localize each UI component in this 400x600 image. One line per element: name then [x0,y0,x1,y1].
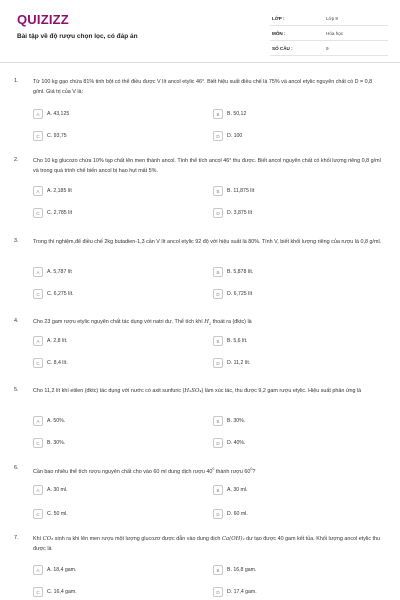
meta-value: 9 [326,45,329,51]
option-text: C. 16,4 gam. [47,589,77,595]
option-a[interactable] [33,266,213,278]
option-c[interactable] [33,508,213,520]
option-text: B. 11,875 lít [227,188,255,194]
option-letter-box: C [33,289,43,299]
question-number: 2. [14,157,19,163]
degree-superscript: 0 [212,467,215,471]
option-letter-box: D [213,438,223,448]
option-letter-box: D [213,289,223,299]
option-text: A. 18,4 gam. [47,567,77,573]
option-text: B. 16,8 gam. [227,567,257,573]
option-text: A. 30 ml. [47,487,68,493]
option-text: A. 30 ml. [227,487,248,493]
option-text: D. 100 [227,133,243,139]
option-c[interactable] [33,130,213,142]
option-text: C. 2,785 lít [47,210,73,216]
option-letter-box: C [33,358,43,368]
formula-h2so4: H₂SO₄ [184,388,202,394]
option-text: A. 2,8 lít. [47,338,68,344]
option-a[interactable] [33,564,213,576]
option-text: B. 5,878 lít. [227,269,254,275]
option-text: B. 30%. [47,440,66,446]
formula-co2: CO₂ [42,536,54,542]
question-text-part: Cần bao nhiêu thể tích rượu nguyên chất cho vào 60 ml dung dịch rượu 40 [33,468,213,475]
question-number: 6. [14,465,19,471]
question-text [33,535,385,554]
option-text: A. 50%. [47,418,66,424]
option-text: D. 6,725 lít [227,291,253,297]
option-letter-box: A [33,186,43,196]
option-letter-box: D [213,509,223,519]
option-text: D. 60 ml. [227,511,248,517]
option-letter-box: B [213,186,223,196]
option-text: A. 2,185 lít [47,188,72,194]
meta-value: Hóa học [326,30,344,36]
option-d[interactable] [213,508,393,520]
question-text [33,465,385,477]
option-text: D. 3,875 lít [227,210,253,216]
option-c[interactable] [33,288,213,300]
option-a[interactable] [33,108,213,120]
option-c[interactable] [33,207,213,219]
question-number: 1. [14,78,19,84]
option-letter-box: B [213,565,223,575]
option-letter-box: B [213,267,223,277]
option-b[interactable] [213,266,393,278]
degree-superscript: 0 [250,467,253,471]
option-d[interactable] [213,207,393,219]
option-text: B. 5,6 lít. [227,338,248,344]
option-text: D. 17,4 gam. [227,589,257,595]
option-text: A. 5,787 lít [47,269,72,275]
option-letter-box: D [213,208,223,218]
option-b[interactable] [213,564,393,576]
header-divider [0,62,400,63]
meta-key: LỚP : [272,15,285,21]
option-letter-box: C [33,509,43,519]
question-text: Cho 10 kg glucozo chứa 10% tạp chất lên men thành ancol. Tính thể tích ancol 46° thu được. Biết ancol nguyên chất có khối lượng riêng 0,8 g/ml và trong quá trình chế biến ancol bị hao hụt mất 5%. [33,158,381,174]
worksheet-header [0,0,400,62]
question-text-part: thành rượu 60 [214,468,251,475]
option-letter-box: B [213,336,223,346]
option-b[interactable] [213,335,393,347]
question-number: 4. [14,318,19,324]
option-letter-box: C [33,208,43,218]
question-number: 7. [14,535,19,541]
option-d[interactable] [213,586,393,598]
option-text: D. 11,2 lít. [227,360,251,366]
formula-symbol: H [204,319,209,325]
option-d[interactable] [213,130,393,142]
option-b[interactable] [213,185,393,197]
question-text-part: Cho 23 gam rượu etylic nguyên chất tác dụng với natri dư. Thể tích khí [33,319,205,325]
option-letter-box: C [33,587,43,597]
meta-row-subject [270,26,388,41]
meta-table [270,11,388,56]
option-b[interactable] [213,484,393,496]
option-text: B. 30%. [227,418,246,424]
option-text: A. 43,125 [47,111,70,117]
question-text-part: dư tạo được 40 gam kết tủa. Khối lượng ancol etylic thu được là [33,536,381,552]
option-letter-box: D [213,587,223,597]
question-number: 5. [14,387,19,393]
question-text: Trong thí nghiệm,để điều chế 2kg butadien-1,3 cần V lít ancol etylic 92 độ với hiệu suất là 80%. Tính V, biết khối lượng riêng của rượu là 0,8 g/ml. [33,239,382,245]
option-d[interactable] [213,357,393,369]
question-text-part: Cho 11,2 lít khí etilen (đktc) tác dụng với nước có axit sunfuric ( [33,388,185,394]
question-text-part: ? [252,468,256,475]
option-a[interactable] [33,335,213,347]
question-text-part: Khí [33,536,43,542]
option-text: B. 50,12 [227,111,247,117]
option-letter-box: A [33,267,43,277]
option-text: C. 6,275 lít. [47,291,74,297]
formula-subscript: 2 [208,322,212,327]
question-number: 3. [14,238,19,244]
option-d[interactable] [213,288,393,300]
option-text: C. 50 ml. [47,511,68,517]
option-letter-box: D [213,131,223,141]
meta-key: SỐ CÂU : [272,45,293,51]
option-d[interactable] [213,437,393,449]
option-letter-box: B [213,485,223,495]
option-letter-box: A [33,485,43,495]
option-b[interactable] [213,415,393,427]
option-a[interactable] [33,484,213,496]
option-letter-box: A [33,336,43,346]
option-text: C. 8,4 lít. [47,360,68,366]
option-letter-box: A [33,565,43,575]
option-letter-box: C [33,131,43,141]
option-c[interactable] [33,437,213,449]
option-text: C. 93,75 [47,133,67,139]
question-text-part: thoát ra (đktc) là [211,319,252,325]
option-letter-box: B [213,416,223,426]
quizizz-logo[interactable]: QUIZIZZ [17,12,69,27]
option-c[interactable] [33,357,213,369]
question-text [33,318,385,330]
option-letter-box: B [213,109,223,119]
option-letter-box: C [33,438,43,448]
meta-key: MÔN : [272,30,286,36]
formula-caoh2: Ca(OH)₂ [221,536,245,542]
option-text: D. 40%. [227,440,246,446]
option-c[interactable] [33,586,213,598]
question-text-part: sinh ra khi lên men rượu một lượng glucozơ được dẫn vào dung dịch [53,536,222,542]
option-b[interactable] [213,108,393,120]
option-letter-box: D [213,358,223,368]
question-text [33,387,385,397]
question-text-part: ) làm xúc tác, thu được 9,2 gam rượu etylic. Hiệu suất phản ứng là [201,388,362,394]
option-a[interactable] [33,185,213,197]
meta-row-count [270,41,388,56]
page-title: Bài tập về độ rượu chọn lọc, có đáp án [17,33,138,40]
question-text: Từ 100 kg gạo chứa 81% tinh bột có thể điều được V lít ancol etylic 46°. Biết hiệu suất điều chế là 75% và ancol etylic nguyên chất có D = 0,8 g/ml. Giá trị của V là: [33,79,373,95]
option-letter-box: A [33,109,43,119]
meta-row-class [270,11,388,26]
option-a[interactable] [33,415,213,427]
option-letter-box: A [33,416,43,426]
meta-value: Lớp 9 [326,15,338,21]
